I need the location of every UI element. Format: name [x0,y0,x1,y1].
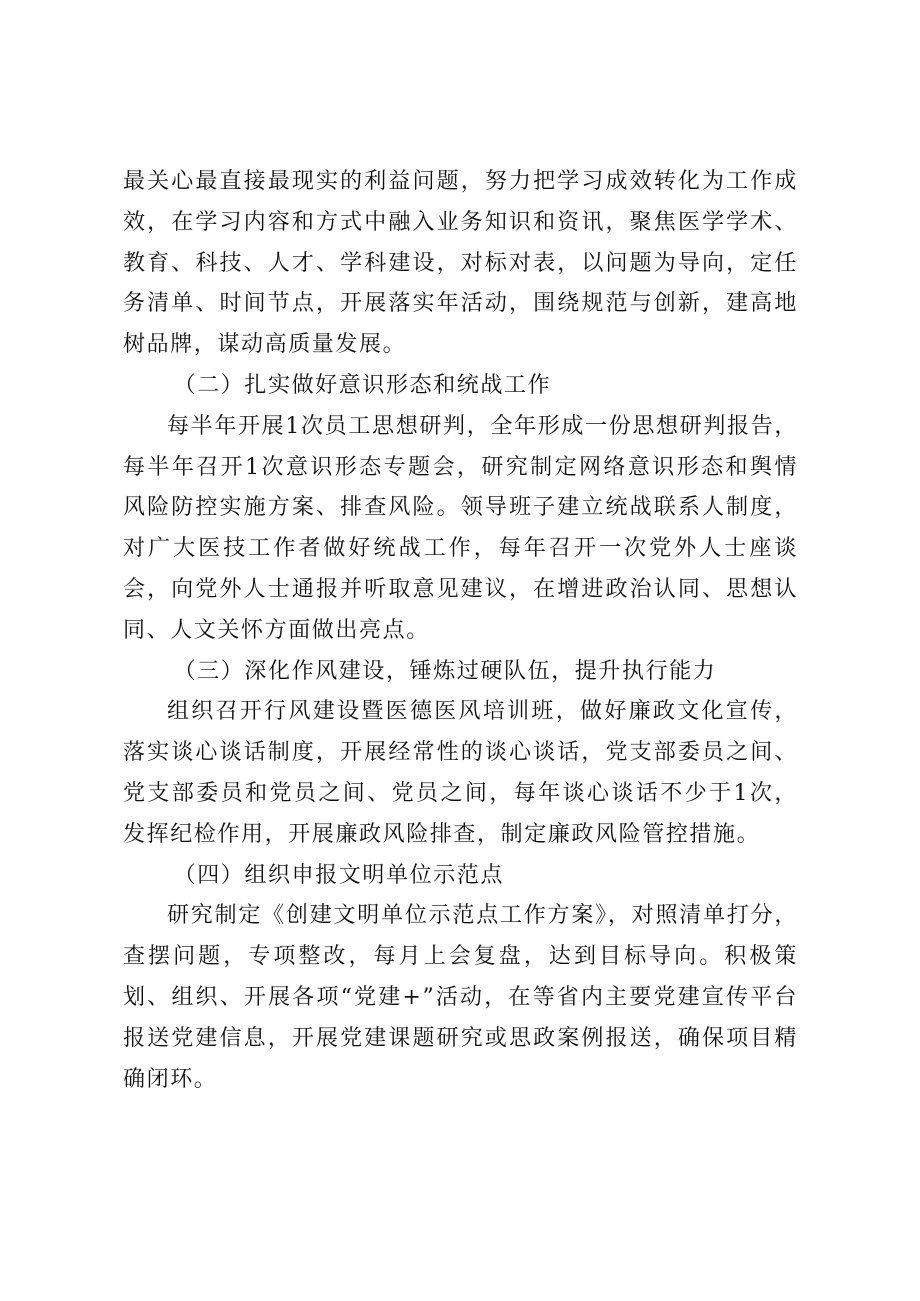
paragraph-continued: 最关心最直接最现实的利益问题，努力把学习成效转化为工作成效，在学习内容和方式中融入业务知识和资讯，聚焦医学学术、教育、科技、人才、学科建设，对标对表，以问题为导向，定任务清单、时间节点，开展落实年活动，围绕规范与创新，建高地树品牌，谋动高质量发展。 [123,169,798,358]
section-heading-3: （三）深化作风建设，锤炼过硬队伍，提升执行能力 [173,658,717,684]
section-heading-2: （二）扎实做好意识形态和统战工作 [173,372,552,398]
document-body [123,162,798,1100]
paragraph-ideology: 每半年开展1次员工思想研判，全年形成一份思想研判报告，每半年召开1次意识形态专题会，研究制定网络意识形态和舆情风险防控实施方案、排查风险。领导班子建立统战联系人制度，对广大医技工作者做好统战工作，每年召开一次党外人士座谈会，向党外人士通报并听取意见建议，在增进政治认同、思想认同、人文关怀方面做出亮点。 [123,413,798,643]
section-heading-4: （四）组织申报文明单位示范点 [173,862,504,888]
paragraph-civilization: 研究制定《创建文明单位示范点工作方案》，对照清单打分，查摆问题，专项整改，每月上会复盘，达到目标导向。积极策划、组织、开展各项“党建+”活动，在等省内主要党建宣传平台报送党建信息，开展党建课题研究或思政案例报送，确保项目精确闭环。 [123,903,798,1092]
paragraph-conduct: 组织召开行风建设暨医德医风培训班，做好廉政文化宣传，落实谈心谈话制度，开展经常性的谈心谈话，党支部委员之间、党支部委员和党员之间、党员之间，每年谈心谈话不少于1次，发挥纪检作用，开展廉政风险排查，制定廉政风险管控措施。 [123,699,798,847]
